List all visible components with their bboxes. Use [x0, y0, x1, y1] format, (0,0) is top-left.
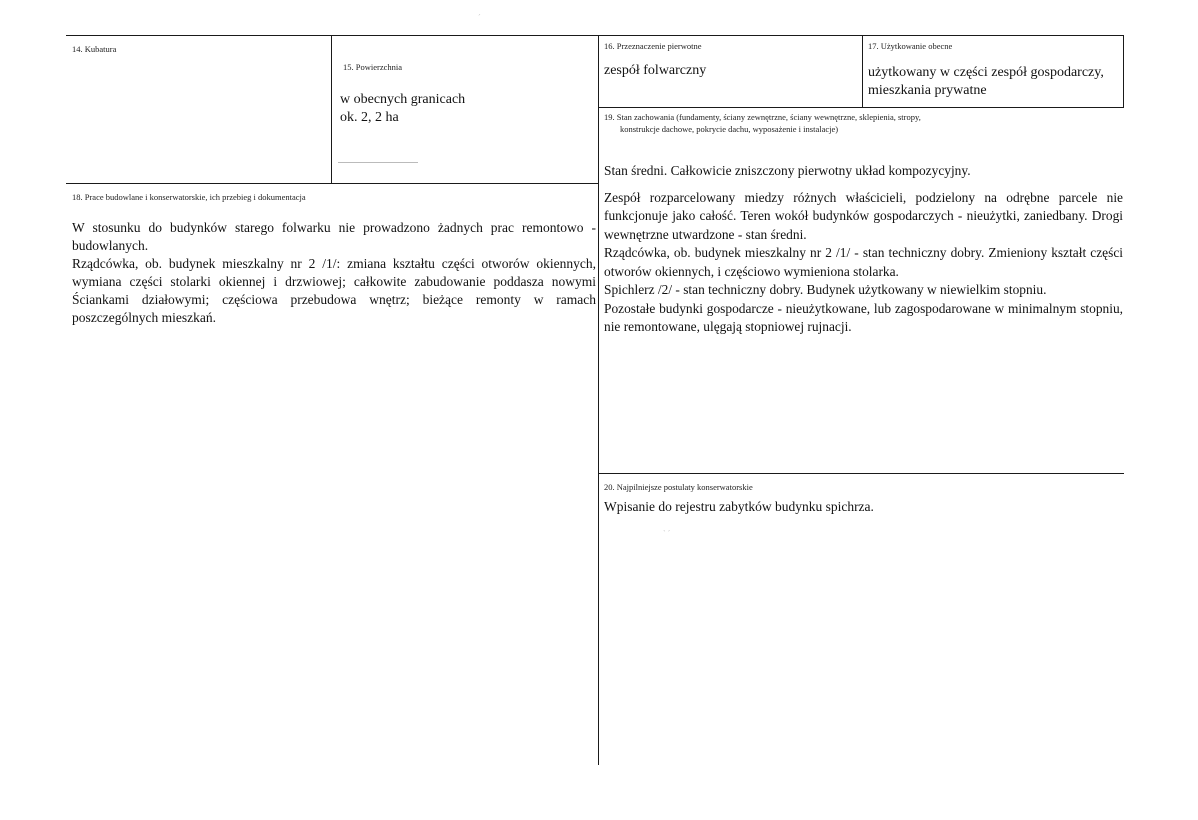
- main-column-divider: [598, 35, 599, 765]
- scan-speck: ˋ ˊ: [663, 529, 671, 538]
- field-18-label: 18. Prace budowlane i konserwatorskie, ich przebieg i dokumentacja: [72, 192, 306, 202]
- field-18-paragraph-2: Rządcówka, ob. budynek mieszkalny nr 2 /1/: zmiana kształtu części otworów okiennych, wymiana części stolarki okiennej i drzwiowej; całkowite zabudowanie poddasza nowymi Ściankami działowymi; częściowa przebudowa wnętrz; bieżące remonty w ramach poszczególnych mieszkań.: [72, 256, 596, 325]
- field-16-label: 16. Przeznaczenie pierwotne: [604, 41, 702, 51]
- field-19-label-line-2: konstrukcje dachowe, pokrycie dachu, wyposażenie i instalacje): [620, 124, 839, 134]
- field-15-line-2: ok. 2, 2 ha: [340, 110, 399, 125]
- rule-19-bottom: [598, 473, 1124, 474]
- field-19-paragraph-5: Pozostałe budynki gospodarcze - nieużytkowane, lub zagospodarowane w minimalnym stopniu, nie remontowane, ulęgają stopniowej rujnacji.: [604, 300, 1123, 334]
- rule-17-bottom: [598, 107, 1124, 108]
- field-17-line-2: mieszkania prywatne: [868, 83, 987, 98]
- field-17-label: 17. Użytkowanie obecne: [868, 41, 953, 51]
- field-20-value: Wpisanie do rejestru zabytków budynku spichrza.: [604, 499, 874, 514]
- top-rule: [66, 35, 1124, 36]
- field-19-body: [604, 162, 1123, 337]
- field-19-paragraph-3: Rządcówka, ob. budynek mieszkalny nr 2 /1/ - stan techniczny dobry. Zmieniony kształt części otworów okiennych, i częściowo wymieniona stolarka.: [604, 245, 1123, 279]
- right-border: [1123, 35, 1124, 108]
- field-14-label: 14. Kubatura: [72, 44, 117, 54]
- field-17-value: [868, 64, 1104, 100]
- scan-speck: ´: [478, 13, 481, 22]
- field-19-paragraph-1: Stan średni. Całkowicie zniszczony pierwotny układ kompozycyjny.: [604, 163, 971, 178]
- divider-14-15: [331, 35, 332, 183]
- field-15-line-1: w obecnych granicach: [340, 92, 466, 107]
- field-19-paragraph-2: Zespół rozparcelowany miedzy różnych właścicieli, podzielony na odrębne parcele nie funkcjonuje jako całość. Teren wokół budynków gospodarczych - nieużytki, zaniedbany. Drogi wewnętrzne utwardzone - stan średni.: [604, 189, 1123, 242]
- field-15-value: [340, 91, 465, 127]
- scan-smudge-line: [338, 162, 418, 163]
- rule-15-bottom: [66, 183, 598, 184]
- field-18-paragraph-1: W stosunku do budynków starego folwarku nie prowadzono żadnych prac remontowo - budowlanych.: [72, 220, 596, 253]
- field-18-body: [72, 219, 596, 327]
- divider-16-17: [862, 35, 863, 107]
- field-15-label: 15. Powierzchnia: [343, 62, 403, 72]
- field-20-label: 20. Najpilniejsze postulaty konserwatorskie: [604, 482, 753, 492]
- field-19-paragraph-4: Spichlerz /2/ - stan techniczny dobry. Budynek użytkowany w niewielkim stopniu.: [604, 282, 1047, 297]
- field-17-line-1: użytkowany w części zespół gospodarczy,: [868, 65, 1104, 80]
- field-19-label-line-1: 19. Stan zachowania (fundamenty, ściany zewnętrzne, ściany wewnętrzne, sklepienia, stropy,: [604, 112, 921, 122]
- field-16-value: zespół folwarczny: [604, 63, 707, 78]
